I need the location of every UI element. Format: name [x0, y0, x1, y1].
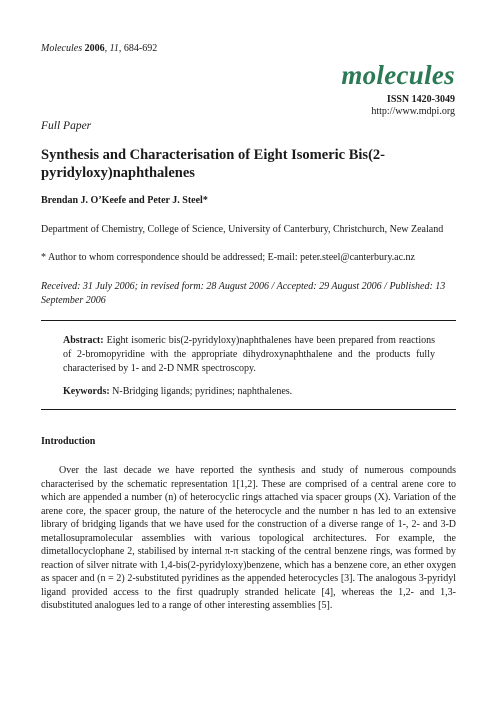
divider-top: [41, 320, 456, 321]
publication-dates: Received: 31 July 2006; in revised form: 28 August 2006 / Accepted: 29 August 2006 / Published: 13 September 2006: [41, 281, 446, 306]
journal-url[interactable]: http://www.mdpi.org: [371, 106, 455, 117]
journal-logo: molecules: [341, 60, 455, 90]
abstract-text: Eight isomeric bis(2-pyridyloxy)naphthalenes have been prepared from reactions of 2-bromopyridine with the appropriate dihydroxynaphthalene and the products fully characterised by 1- and 2-D NMR spectroscopy.: [63, 335, 436, 374]
divider-bottom: [41, 409, 456, 410]
abstract-label: Abstract:: [63, 335, 104, 346]
paper-type: Full Paper: [41, 120, 92, 132]
introduction-paragraph: Over the last decade we have reported the synthesis and study of numerous compounds characterised by the schematic representation 1[1,2]. These are comprised of a central arene core to which are appended a number (n) of heterocyclic rings attached via spacer groups (X). Variation of the arene core, the spacer group, the nature of the heterocycle and the number n has led to an extensive library of bridging ligands that we have used for the construction of a diverse range of 1-, 2- and 3-D metallosupramolecular assemblies with various topological architectures. For example, the dimetallocyclophane 2, stabilised by internal π-π stacking of the central benzene rings, was formed by reaction of silver nitrate with 1,4-bis(2-pyridyloxy)benzene, which has a benzene core, an ether oxygen as spacer and (n = 2) 2-substituted pyridines as the appended heterocycles [3]. The analogous 3-pyridyl ligand provided access to the first quadruply stranded helicate [4], whereas the 1,2- and 1,3-disubstituted analogues led to a range of other interesting assemblies [5].: [41, 465, 456, 611]
citation-line: Molecules 2006, 11, 684-692: [41, 43, 158, 54]
keywords-label: Keywords:: [63, 386, 110, 397]
keywords-text: N-Bridging ligands; pyridines; naphthalenes.: [112, 386, 293, 397]
abstract: [63, 334, 435, 376]
section-heading-introduction: Introduction: [41, 436, 96, 447]
issn: ISSN 1420-3049: [386, 94, 455, 105]
journal-volume: 11: [109, 43, 119, 54]
keywords: [63, 386, 435, 397]
paper-title: Synthesis and Characterisation of Eight Isomeric Bis(2-pyridyloxy)naphthalenes: [41, 147, 385, 181]
correspondence: * Author to whom correspondence should be addressed; E-mail: peter.steel@canterbury.ac.nz: [41, 252, 415, 263]
journal-name: Molecules: [41, 43, 83, 54]
affiliation: Department of Chemistry, College of Science, University of Canterbury, Christchurch, New Zealand: [41, 224, 444, 235]
authors: Brendan J. O’Keefe and Peter J. Steel*: [41, 195, 208, 206]
journal-year: 2006: [84, 43, 105, 54]
journal-pages: 684-692: [123, 43, 158, 54]
